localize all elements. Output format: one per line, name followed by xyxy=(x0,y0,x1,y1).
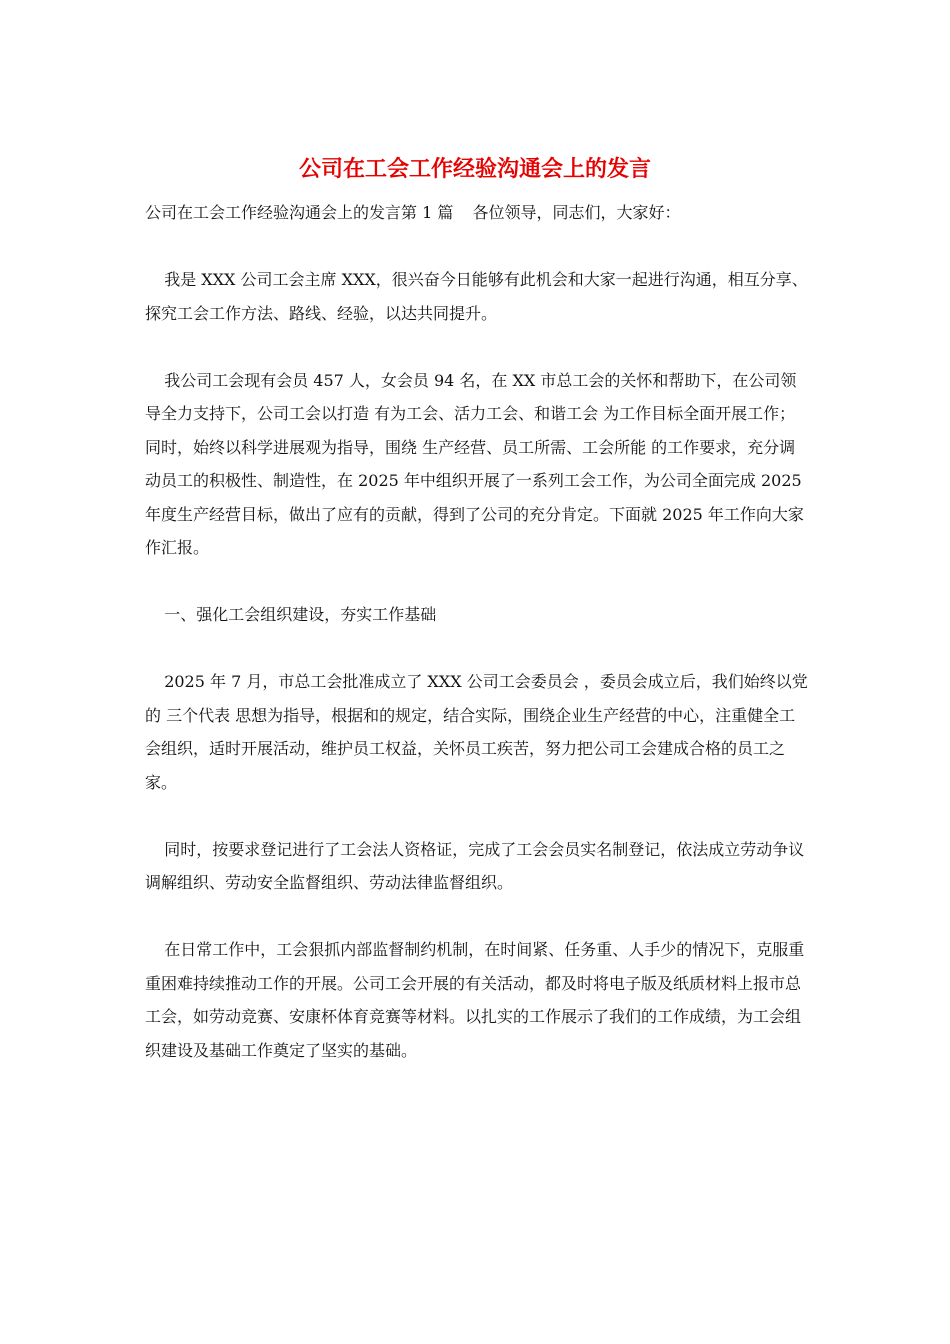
document-title: 公司在工会工作经验沟通会上的发言 xyxy=(298,156,651,182)
paragraph-1: 我是 XXX 公司工会主席 XXX，很兴奋今日能够有此机会和大家一起进行沟通，相互分享、探究工会工作方法、路线、经验，以达共同提升。 xyxy=(145,270,808,323)
paragraph-2: 我公司工会现有会员 457 人，女会员 94 名，在 XX 市总工会的关怀和帮助下，在公司领导全力支持下，公司工会以打造 有为工会、活力工会、和谐工会 为工作目标全面开展工作；同时，始终以科学进展观为指导，围绕 生产经营、员工所需、工会所能 的工作要求，充分调动员工的积极性、制造性，在 2025 年中组织开展了一系列工会工作，为公司全面完成 2025 年度生产经营目标，做出了应有的贡献，得到了公司的充分肯定。下面就 2025 年工作向大家作汇报。 xyxy=(145,370,804,557)
intro-line xyxy=(145,196,809,230)
intro-greeting: 各位领导，同志们，大家好： xyxy=(472,203,681,222)
paragraph-4: 同时，按要求登记进行了工会法人资格证，完成了工会会员实名制登记，依法成立劳动争议调解组织、劳动安全监督组织、劳动法律监督组织。 xyxy=(145,839,805,892)
document-body xyxy=(145,196,809,1101)
paragraph-5: 在日常工作中，工会狠抓内部监督制约机制，在时间紧、任务重、人手少的情况下，克服重重困难持续推动工作的开展。公司工会开展的有关活动，都及时将电子版及纸质材料上报市总工会，如劳动竞赛、安康杯体育竞赛等材料。以扎实的工作展示了我们的工作成绩，为工会组织建设及基础工作奠定了坚实的基础。 xyxy=(145,940,805,1060)
section-heading-1: 一、强化工会组织建设，夯实工作基础 xyxy=(164,605,437,624)
paragraph-3: 2025 年 7 月，市总工会批准成立了 XXX 公司工会委员会 ，委员会成立后，我们始终以党的 三个代表 思想为指导，根据和的规定，结合实际，围绕企业生产经营的中心，注重健全工会组织，适时开展活动，维护员工权益，关怀员工疾苦，努力把公司工会建成合格的员工之家。 xyxy=(145,672,808,792)
intro-heading: 公司在工会工作经验沟通会上的发言第 1 篇 xyxy=(145,203,454,222)
